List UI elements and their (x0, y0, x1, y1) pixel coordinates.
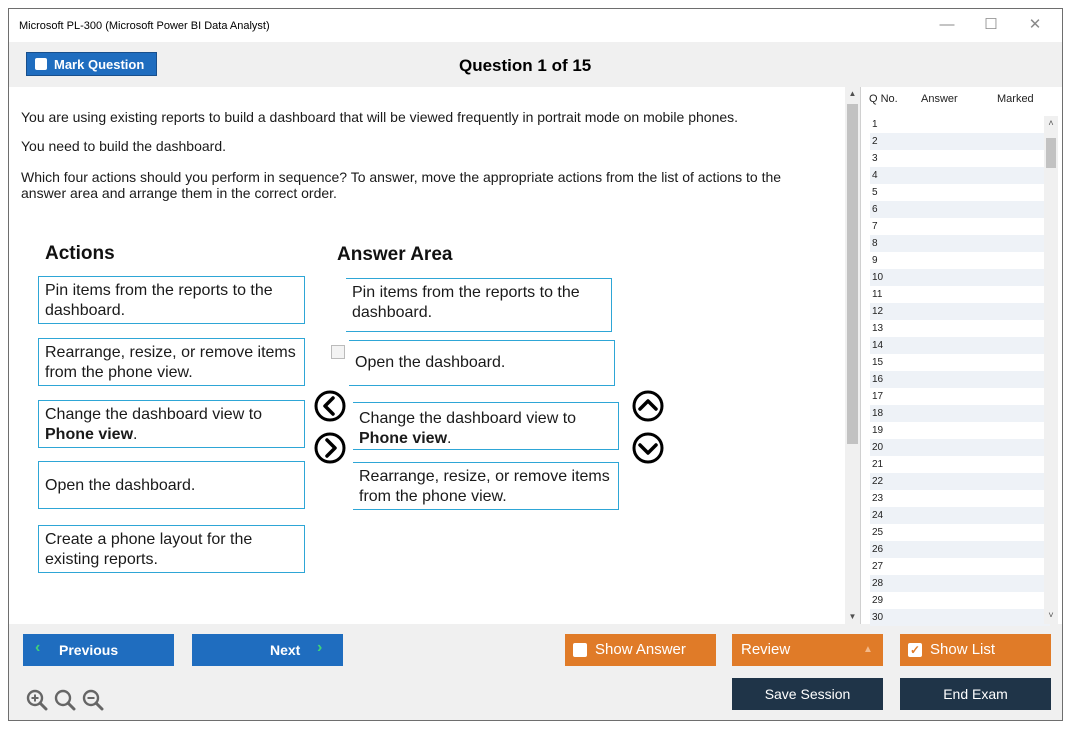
show-answer-button[interactable] (565, 634, 716, 666)
answer-item-text: Change the dashboard view to (359, 410, 577, 427)
action-item-text: Pin items from the reports to the dashboard. (45, 282, 273, 319)
question-number: 15 (872, 357, 884, 368)
question-paragraph-2: You need to build the dashboard. (21, 138, 226, 154)
checkbox-icon (35, 58, 47, 70)
question-list-scrollbar[interactable] (1044, 116, 1058, 624)
question-list-row[interactable] (870, 235, 1050, 252)
question-list-row[interactable] (870, 167, 1050, 184)
chevron-right-icon: › (317, 639, 323, 656)
answer-item[interactable] (349, 340, 615, 386)
question-number: 25 (872, 527, 884, 538)
next-button[interactable] (192, 634, 343, 666)
question-number: 23 (872, 493, 884, 504)
question-list-row[interactable] (870, 507, 1050, 524)
mark-question-button[interactable] (26, 52, 157, 76)
actions-heading: Actions (45, 243, 115, 264)
question-list-row[interactable] (870, 592, 1050, 609)
show-list-label: Show List (930, 641, 996, 658)
question-list-row[interactable] (870, 269, 1050, 286)
answer-item[interactable] (353, 402, 619, 450)
answer-item[interactable] (346, 278, 612, 332)
scrollbar-thumb[interactable] (847, 104, 858, 444)
question-number: 12 (872, 306, 884, 317)
show-list-button[interactable] (900, 634, 1051, 666)
question-list-row[interactable] (870, 201, 1050, 218)
question-list-row[interactable] (870, 133, 1050, 150)
question-list-row[interactable] (870, 575, 1050, 592)
question-list-row[interactable] (870, 184, 1050, 201)
question-number: 24 (872, 510, 884, 521)
question-list-row[interactable] (870, 218, 1050, 235)
chevron-up-icon: ▲ (863, 644, 873, 655)
question-list-row[interactable] (870, 405, 1050, 422)
question-number: 18 (872, 408, 884, 419)
answer-item-bold: Phone view (359, 430, 448, 447)
list-header-marked: Marked (997, 93, 1034, 105)
chevron-down-icon[interactable]: ˅ (1048, 610, 1054, 620)
question-number: 2 (872, 136, 878, 147)
question-list-row[interactable] (870, 116, 1050, 133)
action-item-text: Change the dashboard view to (45, 406, 263, 423)
action-item[interactable] (38, 400, 305, 448)
action-item[interactable] (38, 338, 305, 386)
question-number: 13 (872, 323, 884, 334)
question-number: 1 (872, 119, 878, 130)
question-paragraph-1: You are using existing reports to build a dashboard that will be viewed frequently in portrait mode on mobile phones. (21, 109, 739, 125)
broken-image (331, 345, 345, 359)
question-list-row[interactable] (870, 541, 1050, 558)
move-right-icon[interactable] (314, 432, 346, 464)
mark-question-label: Mark Question (54, 57, 145, 72)
end-exam-button[interactable] (900, 678, 1051, 710)
move-down-icon[interactable] (632, 432, 664, 464)
previous-label: Previous (59, 642, 119, 658)
action-item[interactable] (38, 525, 305, 573)
question-number: 17 (872, 391, 884, 402)
move-up-icon[interactable] (632, 390, 664, 422)
question-list-row[interactable] (870, 150, 1050, 167)
save-session-button[interactable] (732, 678, 883, 710)
zoom-reset-icon[interactable] (54, 689, 76, 711)
question-counter: Question 1 of 15 (459, 56, 592, 75)
question-number: 9 (872, 255, 878, 266)
exam-window (8, 8, 1063, 721)
question-header (9, 42, 1062, 87)
question-number: 8 (872, 238, 878, 249)
question-list-row[interactable] (870, 609, 1050, 626)
list-header-answer: Answer (921, 93, 958, 105)
question-number: 11 (872, 289, 883, 300)
title-bar (9, 9, 1062, 42)
answer-item-text: Rearrange, resize, or remove items from the phone view. (359, 468, 610, 505)
question-paragraph-3: Which four actions should you perform in sequence? To answer, move the appropriate actions from the list of actions to the answer area and arrange them in the correct order. (21, 169, 782, 201)
maximize-icon[interactable]: ☐ (984, 16, 998, 33)
answer-item[interactable] (353, 462, 619, 510)
question-list-row[interactable] (870, 303, 1050, 320)
action-item[interactable] (38, 276, 305, 324)
end-exam-label: End Exam (943, 686, 1008, 702)
question-number: 10 (872, 272, 884, 283)
question-list-panel (860, 87, 1062, 624)
list-scrollbar-thumb[interactable] (1046, 138, 1056, 168)
question-content (9, 87, 845, 624)
answer-item-text-end: . (447, 430, 452, 447)
save-session-label: Save Session (764, 686, 851, 702)
answer-item-text: Open the dashboard. (355, 354, 506, 371)
question-list-row[interactable] (870, 354, 1050, 371)
question-list-row[interactable] (870, 558, 1050, 575)
zoom-out-icon[interactable] (82, 689, 104, 711)
question-number: 28 (872, 578, 884, 589)
action-item[interactable] (38, 461, 305, 509)
question-number: 26 (872, 544, 884, 555)
move-left-icon[interactable] (314, 390, 346, 422)
question-number: 14 (872, 340, 884, 351)
minimize-icon[interactable]: — (939, 16, 955, 33)
show-answer-label: Show Answer (595, 641, 686, 658)
checkbox-icon (573, 643, 587, 657)
question-number: 20 (872, 442, 884, 453)
action-item-bold: Phone view (45, 426, 134, 443)
answer-item-text: Pin items from the reports to the dashboard. (352, 284, 580, 321)
question-list-row[interactable] (870, 473, 1050, 490)
question-list-row[interactable] (870, 439, 1050, 456)
scroll-down-icon[interactable]: ▼ (848, 612, 857, 621)
question-number: 19 (872, 425, 884, 436)
action-item-text-end: . (133, 426, 138, 443)
question-number: 4 (872, 170, 878, 181)
review-button[interactable] (732, 634, 883, 666)
question-number: 21 (872, 459, 884, 470)
zoom-in-icon[interactable] (26, 689, 48, 711)
question-number: 7 (872, 221, 878, 232)
question-number: 16 (872, 374, 884, 385)
answer-area-heading: Answer Area (337, 244, 453, 265)
close-icon[interactable]: ✕ (1028, 16, 1042, 33)
action-item-text: Rearrange, resize, or remove items from the phone view. (45, 344, 296, 381)
question-list-row[interactable] (870, 490, 1050, 507)
action-item-text: Create a phone layout for the existing reports. (45, 531, 253, 568)
question-number: 6 (872, 204, 878, 215)
question-list-row[interactable] (870, 371, 1050, 388)
list-header-qno: Q No. (869, 93, 898, 105)
question-list-row[interactable] (870, 252, 1050, 269)
checkbox-checked-icon: ✓ (909, 643, 921, 657)
question-list-row[interactable] (870, 422, 1050, 439)
question-number: 3 (872, 153, 878, 164)
question-list-row[interactable] (870, 456, 1050, 473)
previous-button[interactable] (23, 634, 174, 666)
question-list-row[interactable] (870, 524, 1050, 541)
question-number: 5 (872, 187, 878, 198)
action-item-text: Open the dashboard. (45, 477, 196, 494)
chevron-up-icon[interactable]: ˄ (1048, 118, 1054, 128)
question-number: 27 (872, 561, 884, 572)
review-label: Review (741, 641, 791, 658)
window-title: Microsoft PL-300 (Microsoft Power BI Data Analyst) (19, 20, 270, 32)
next-label: Next (270, 642, 301, 658)
question-list-row[interactable] (870, 337, 1050, 354)
question-number: 29 (872, 595, 884, 606)
question-list-row[interactable] (870, 286, 1050, 303)
question-list-row[interactable] (870, 320, 1050, 337)
question-number: 22 (872, 476, 884, 487)
scroll-up-icon[interactable]: ▲ (848, 89, 857, 98)
content-scrollbar[interactable] (845, 87, 860, 624)
chevron-left-icon: ‹ (35, 639, 41, 656)
question-number: 30 (872, 612, 884, 623)
question-list-row[interactable] (870, 388, 1050, 405)
